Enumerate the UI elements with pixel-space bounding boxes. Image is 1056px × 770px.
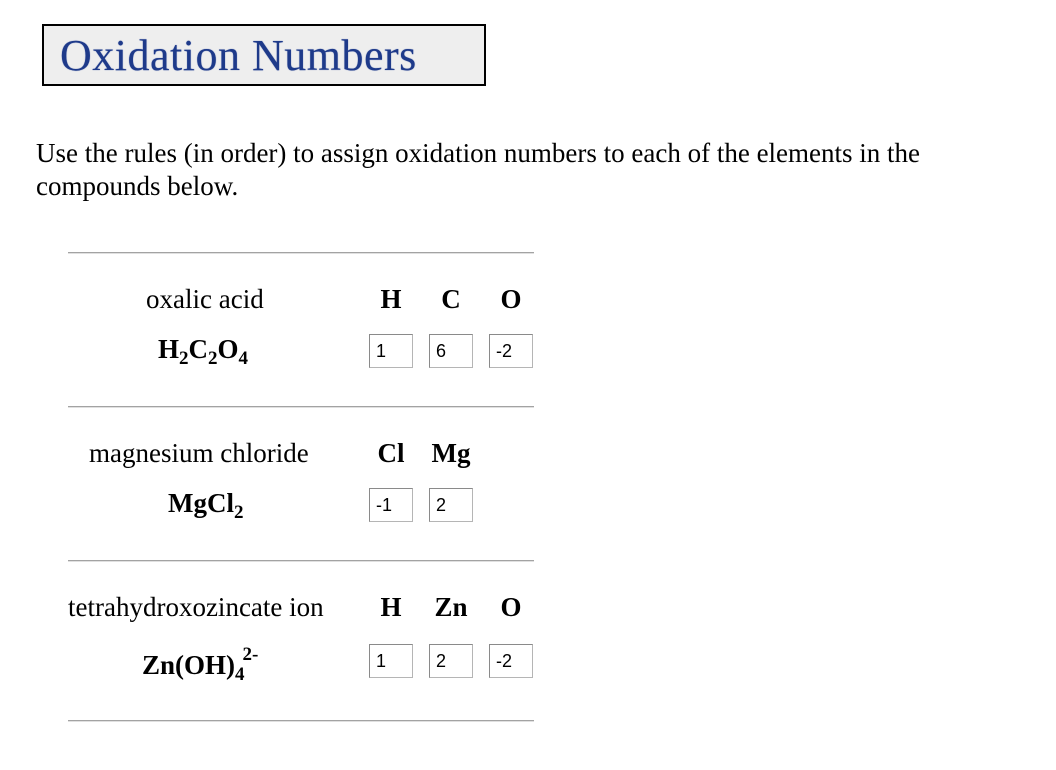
instructions-text: Use the rules (in order) to assign oxidation numbers to each of the elements in the compounds below.	[36, 138, 921, 201]
oxidation-input-oxalic-h[interactable]	[369, 334, 413, 368]
element-label-o: O	[500, 592, 522, 622]
oxidation-input-zincate-o[interactable]	[489, 644, 533, 678]
element-label-mg: Mg	[431, 438, 471, 468]
compound-formula-magnesium-chloride: MgCl$_2$	[168, 488, 244, 523]
page-title: Oxidation Numbers	[60, 31, 417, 80]
oxidation-input-mgcl2-cl[interactable]	[369, 488, 413, 522]
element-label-zn: Zn	[434, 592, 468, 622]
oxidation-input-oxalic-c[interactable]	[429, 334, 473, 368]
compound-formula-tetrahydroxozincate-ion: $Zn(OH)_4^{2-}$	[142, 644, 259, 685]
page-title-box	[42, 24, 486, 86]
element-label-h: H	[380, 284, 402, 314]
divider	[68, 560, 534, 562]
divider	[68, 720, 534, 722]
oxidation-input-zincate-zn[interactable]	[429, 644, 473, 678]
compound-name-magnesium-chloride: magnesium chloride	[89, 438, 309, 468]
element-label-h: H	[380, 592, 402, 622]
element-label-o: O	[500, 284, 522, 314]
element-label-cl: Cl	[377, 438, 405, 468]
compound-name-tetrahydroxozincate-ion: tetrahydroxozincate ion	[68, 592, 324, 622]
compound-formula-oxalic-acid: $H_2C_2O_4$	[158, 334, 249, 369]
oxidation-input-mgcl2-mg[interactable]	[429, 488, 473, 522]
element-label-c: C	[441, 284, 461, 314]
oxidation-input-oxalic-o[interactable]	[489, 334, 533, 368]
divider	[68, 406, 534, 408]
compound-name-oxalic-acid: oxalic acid	[146, 284, 264, 314]
divider	[68, 252, 534, 254]
oxidation-input-zincate-h[interactable]	[369, 644, 413, 678]
